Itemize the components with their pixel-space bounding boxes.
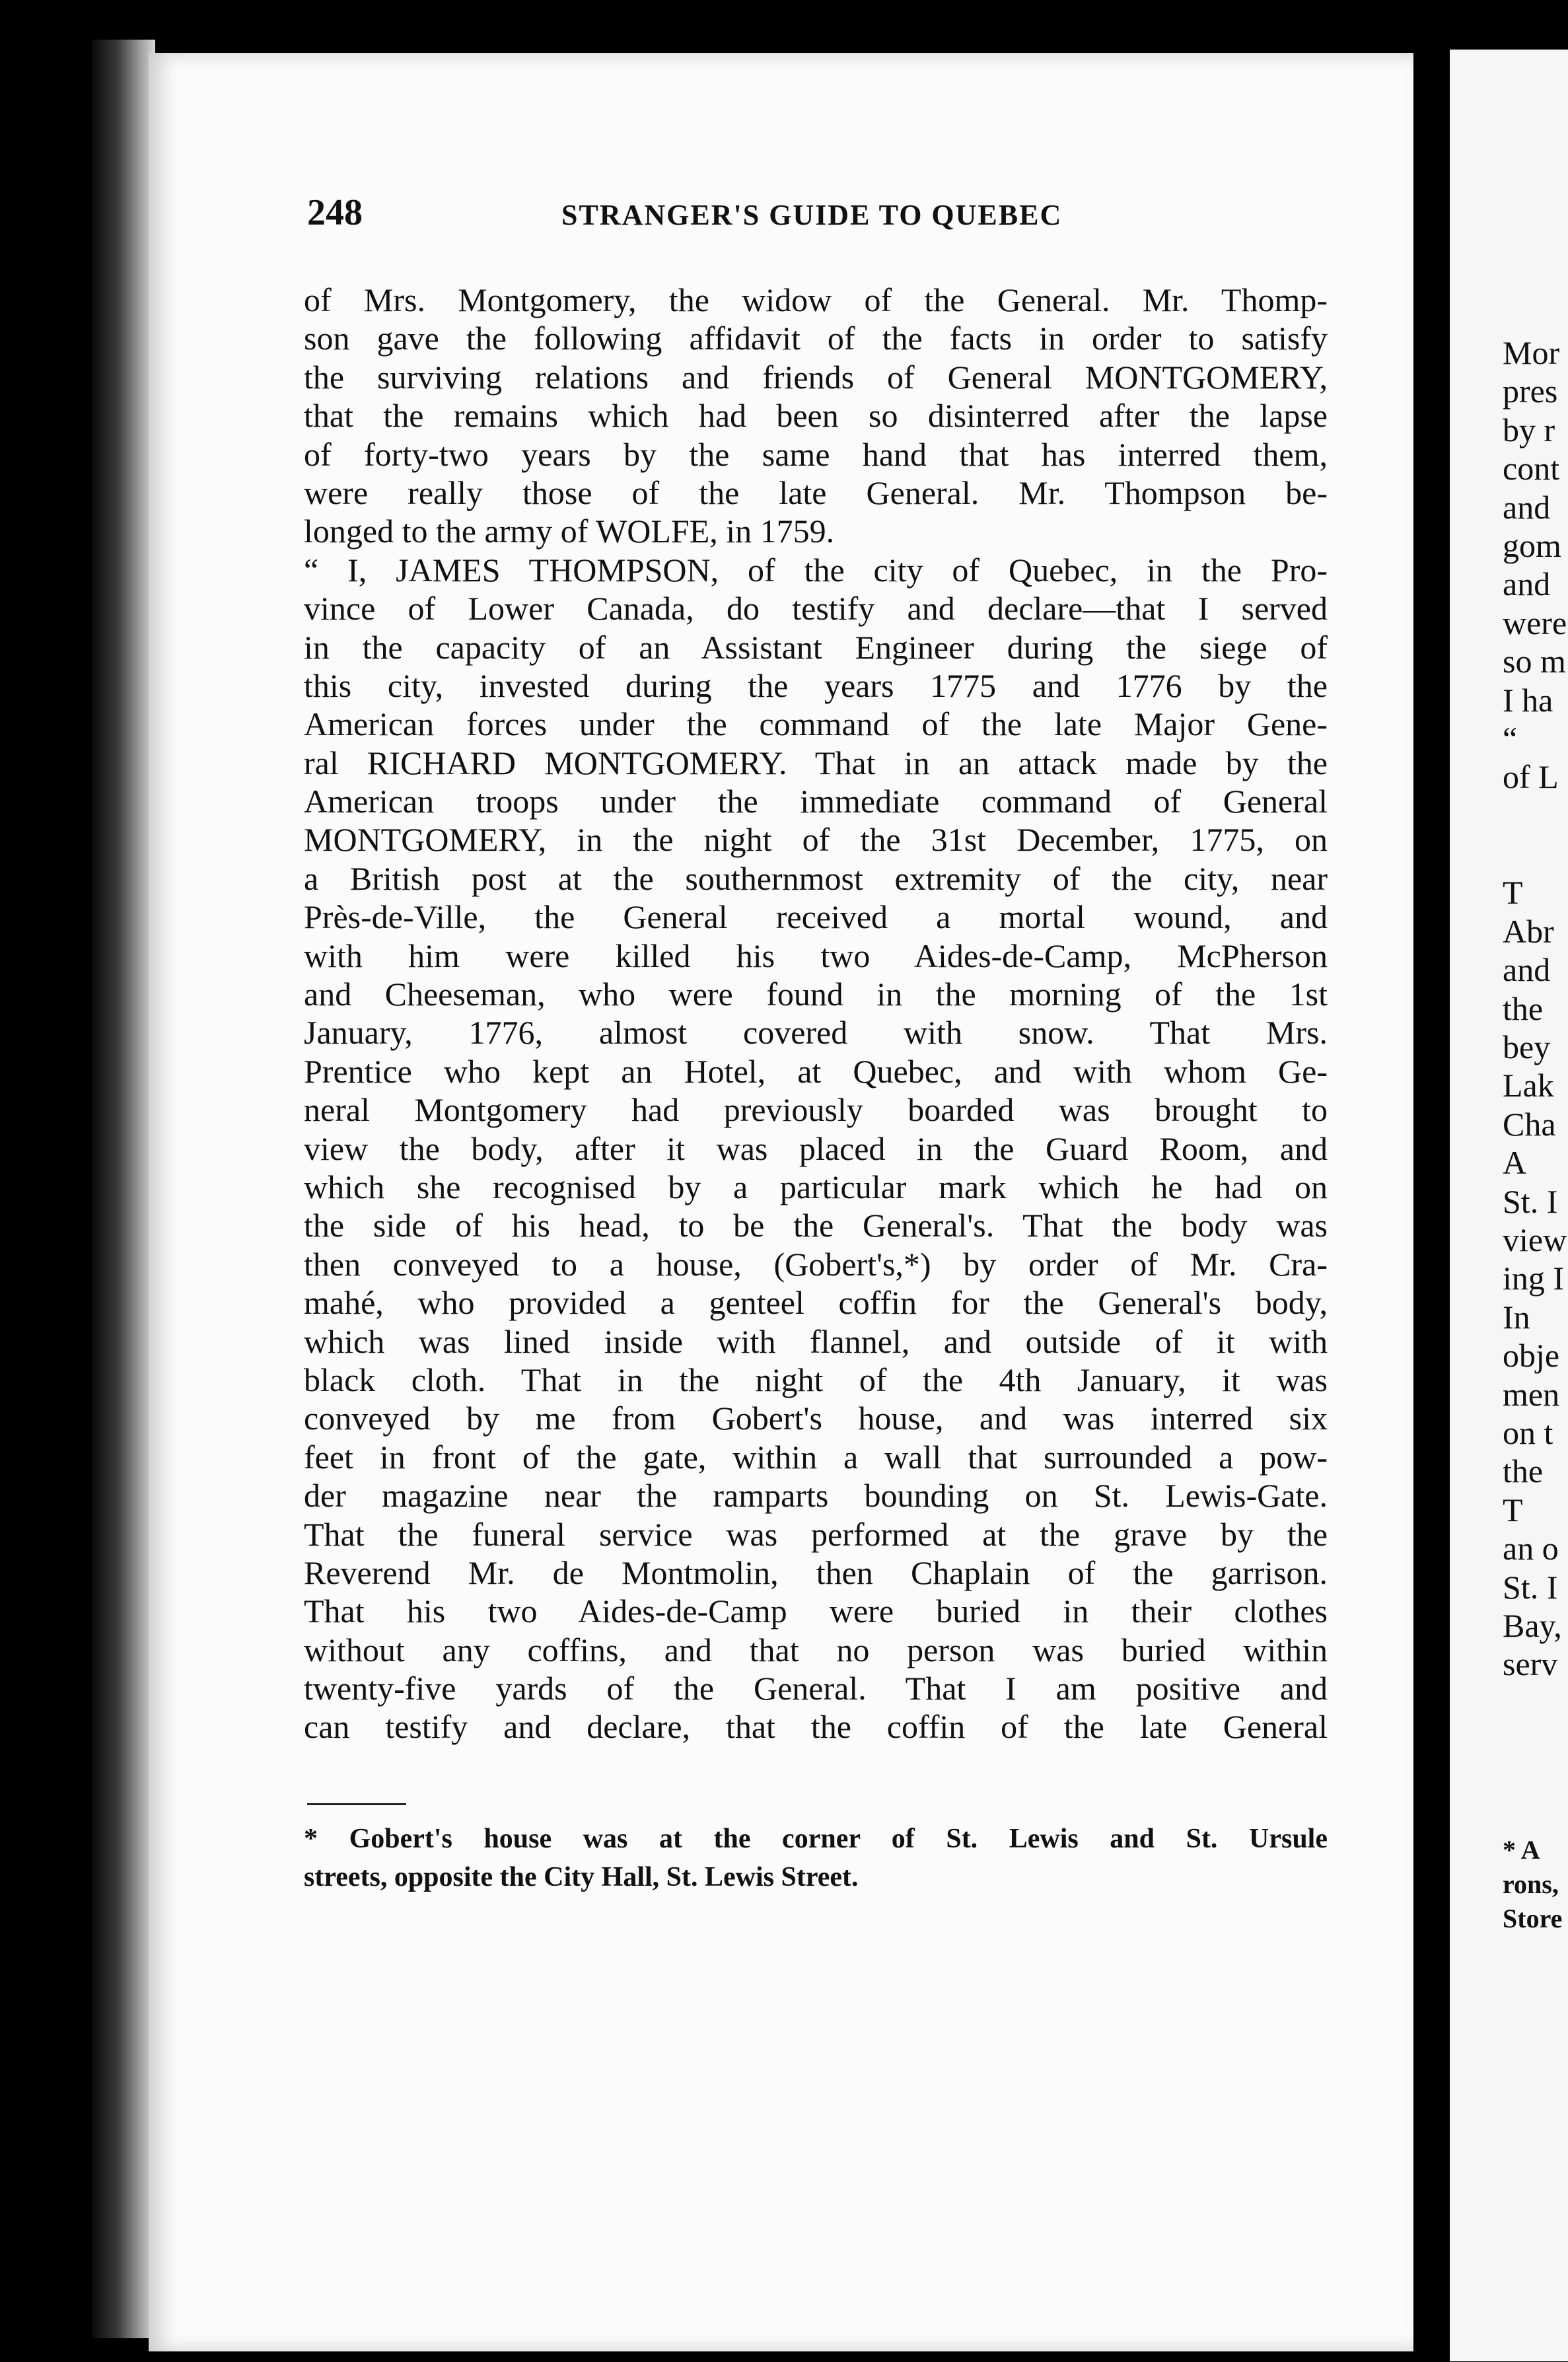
next-page [1450,50,1568,2361]
text-line: son gave the following affidavit of the facts in order to satisfy [304,320,1328,357]
text-line: der magazine near the ramparts bounding on St. Lewis-Gate. [304,1477,1328,1515]
next-page-line: and [1503,488,1551,526]
book-binding-edge [92,40,155,2338]
next-page-line [1503,835,1568,873]
next-page-line: bey [1503,1028,1551,1066]
footnote-line: streets, opposite the City Hall, St. Lewis Street. [304,1862,859,1892]
next-page-line: gom [1503,526,1561,564]
text-line: black cloth. That in the night of the 4th January, it was [304,1361,1328,1398]
text-line: mahé, who provided a genteel coffin for the General's body, [304,1284,1328,1322]
text-line: conveyed by me from Gobert's house, and was interred six [304,1400,1328,1437]
text-line: MONTGOMERY, in the night of the 31st December, 1775, on [304,821,1328,859]
next-page-line: of L [1503,758,1559,796]
next-page-line: the [1503,989,1544,1027]
footnote-divider [307,1803,406,1805]
next-page-line: Lak [1503,1067,1554,1104]
text-line: were really those of the late General. Mr. Thompson be- [304,474,1328,511]
next-page-line: men [1503,1375,1560,1413]
text-line: Prentice who kept an Hotel, at Quebec, and with whom Ge- [304,1052,1328,1090]
next-page-line: on t [1503,1414,1553,1451]
text-line: American troops under the immediate command of General [304,783,1328,820]
text-line: neral Montgomery had previously boarded was brought to [304,1091,1328,1129]
text-line: ral RICHARD MONTGOMERY. That in an attack made by the [304,744,1328,781]
text-line: twenty-five yards of the General. That I am positive and [304,1670,1328,1707]
footnote-line: * Gobert's house was at the corner of St. Lewis and St. Ursule [304,1824,1328,1854]
next-page-line: Cha [1503,1105,1556,1143]
text-line: then conveyed to a house, (Gobert's,*) by order of Mr. Cra- [304,1245,1328,1283]
next-page-line: ing I [1503,1260,1565,1297]
next-page-line: Mor [1503,334,1560,371]
text-line: that the remains which had been so disinterred after the lapse [304,397,1328,435]
next-page-line: were [1503,604,1567,641]
text-line: of Mrs. Montgomery, the widow of the General. Mr. Thomp- [304,281,1328,318]
next-page-footnote-line: * A [1503,1835,1540,1865]
text-line: the surviving relations and friends of General MONTGOMERY, [304,358,1328,396]
next-page-footnote-line: Store [1503,1904,1563,1933]
next-page-line: Bay, [1503,1606,1562,1644]
text-line: which was lined inside with flannel, and outside of it with [304,1322,1328,1360]
running-head [307,192,1120,244]
text-line: “ I, JAMES THOMPSON, of the city of Quebec, in the Pro- [304,551,1328,589]
next-page-line: serv [1503,1645,1558,1683]
text-line: Près-de-Ville, the General received a mortal wound, and [304,898,1328,936]
text-line: longed to the army of WOLFE, in 1759. [304,513,835,550]
next-page-line [1503,797,1568,835]
next-page-line: and [1503,565,1551,603]
next-page-line: A [1503,1144,1527,1182]
text-line: January, 1776, almost covered with snow. That Mrs. [304,1014,1328,1052]
text-line: That the funeral service was performed at the grave by the [304,1515,1328,1553]
text-line: view the body, after it was placed in the Guard Room, and [304,1129,1328,1167]
next-page-line: cont [1503,450,1560,487]
text-line: a British post at the southernmost extremity of the city, near [304,859,1328,897]
next-page-line: pres [1503,373,1558,410]
next-page-line: St. I [1503,1182,1558,1220]
next-page-line: so m [1503,643,1566,680]
text-line: of forty-two years by the same hand that has interred them, [304,435,1328,473]
next-page-line: St. I [1503,1568,1558,1606]
next-page-line: T [1503,874,1523,912]
text-line: American forces under the command of the late Major Gene- [304,705,1328,743]
next-page-line: I ha [1503,681,1553,719]
next-page-line: an o [1503,1530,1559,1567]
next-page-text [1503,334,1568,1684]
text-line: without any coffins, and that no person was buried within [304,1631,1328,1668]
text-line: can testify and declare, that the coffin of the late General [304,1708,1328,1746]
next-page-line: In [1503,1298,1530,1336]
text-line: vince of Lower Canada, do testify and declare—that I served [304,590,1328,627]
next-page-line: and [1503,951,1551,989]
next-page-line: view [1503,1221,1567,1258]
next-page-line: obje [1503,1337,1560,1375]
text-line: Reverend Mr. de Montmolin, then Chaplain of the garrison. [304,1554,1328,1591]
next-page-line: by r [1503,411,1555,448]
body-text [304,281,1328,1746]
text-line: feet in front of the gate, within a wall that surrounded a pow- [304,1438,1328,1476]
next-page-line: “ [1503,719,1518,757]
text-line: in the capacity of an Assistant Engineer during the siege of [304,628,1328,666]
next-page-line: Abr [1503,912,1554,950]
text-line: which she recognised by a particular mark which he had on [304,1168,1328,1205]
next-page-line: T [1503,1491,1523,1528]
text-line: and Cheeseman, who were found in the morning of the 1st [304,976,1328,1013]
next-page-footnotes [1503,1833,1562,1936]
text-line: with him were killed his two Aides-de-Camp, McPherson [304,937,1328,974]
text-line: That his two Aides-de-Camp were buried in their clothes [304,1593,1328,1630]
text-line: this city, invested during the years 1775 and 1776 by the [304,666,1328,704]
running-title: STRANGER'S GUIDE TO QUEBEC [561,199,1063,231]
next-page-line: the [1503,1452,1544,1490]
footnotes [304,1820,1328,1896]
next-page-footnote-line: rons, [1503,1869,1559,1899]
page-number: 248 [307,192,363,233]
text-line: the side of his head, to be the General's. That the body was [304,1207,1328,1244]
